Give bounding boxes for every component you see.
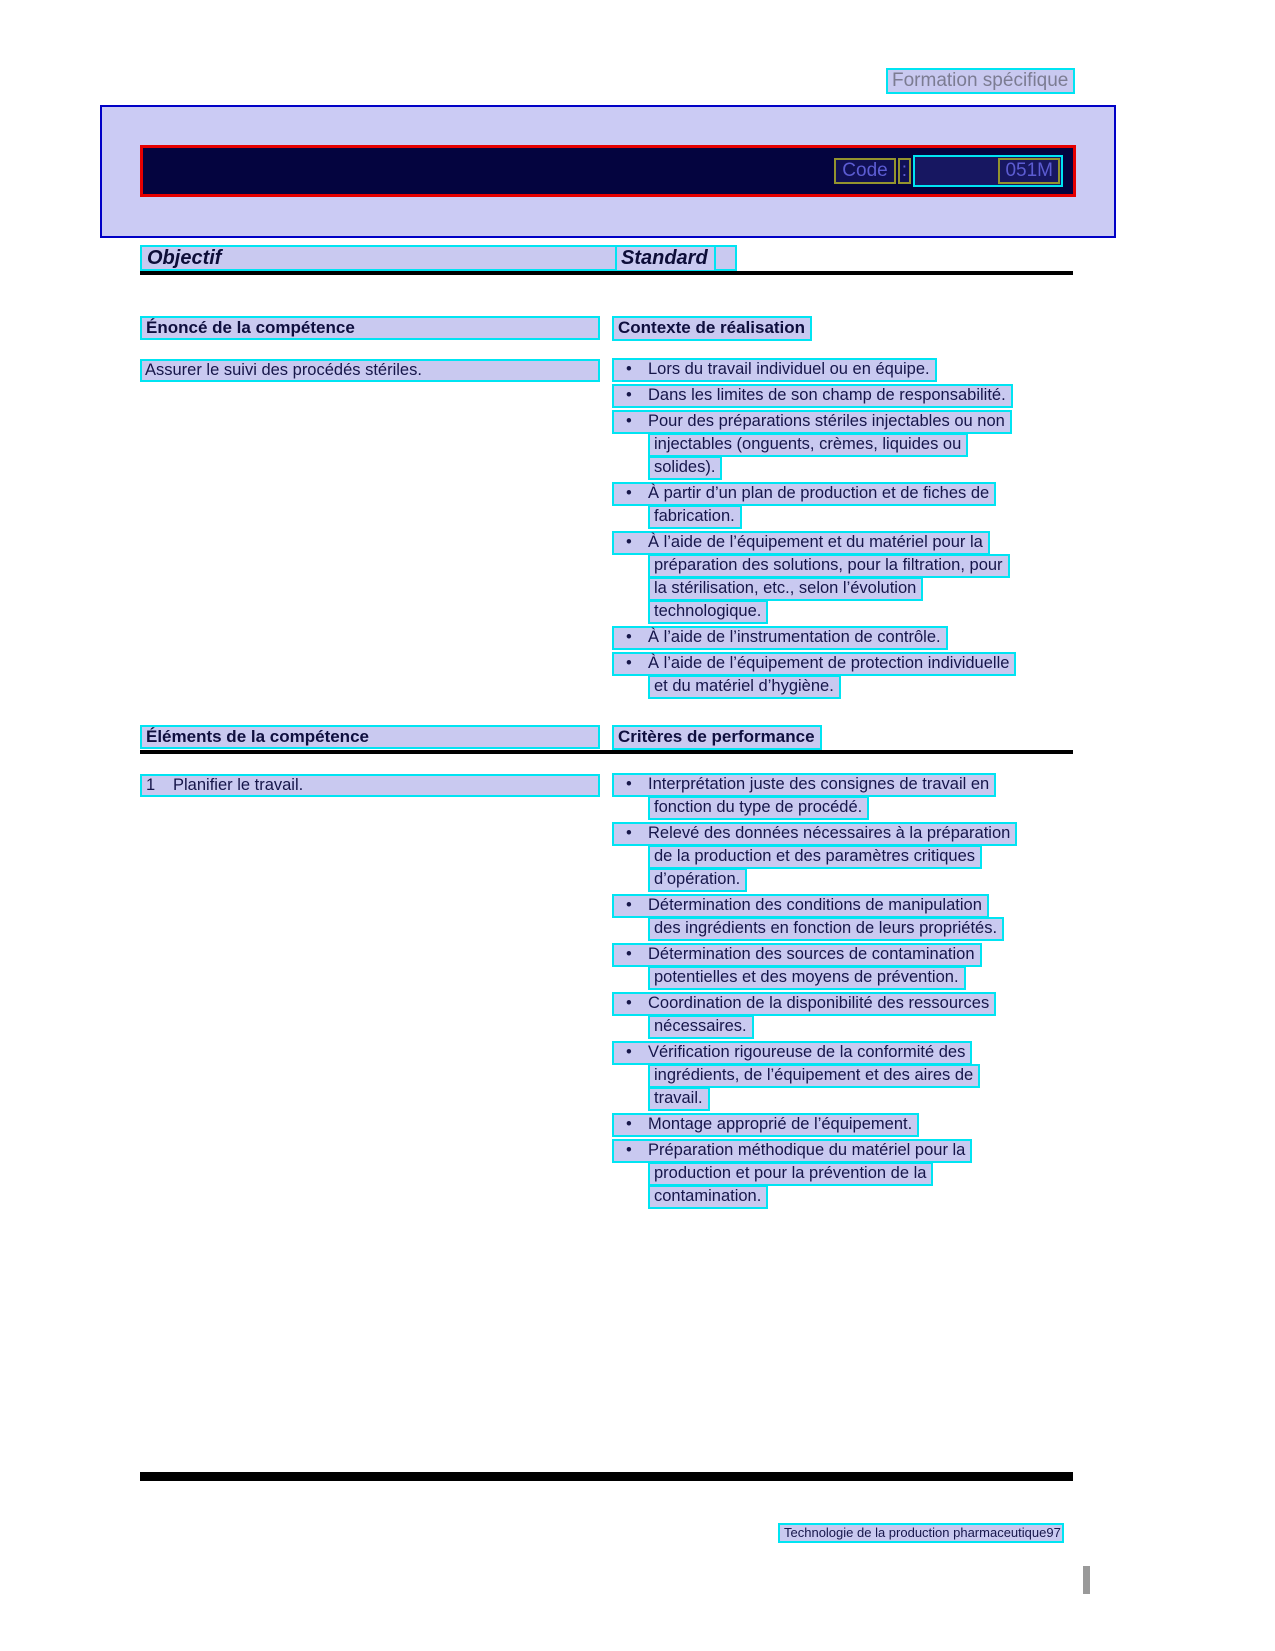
list-item: • À l’aide de l’instrumentation de contrôle.: [612, 626, 1092, 649]
bullet-icon: •: [626, 896, 632, 914]
bullet-icon: •: [626, 824, 632, 842]
list-item: • Interprétation juste des consignes de travail en fonction du type de procédé.: [612, 773, 1092, 819]
bullet-icon: •: [626, 775, 632, 793]
standard-label: Standard: [615, 245, 716, 272]
criteres-header-cell: [612, 725, 822, 749]
cursor-bar: [1083, 1566, 1090, 1594]
list-item: • Relevé des données nécessaires à la préparation de la production et des paramètres critiques d’opération.: [612, 822, 1092, 891]
contexte-bullet-list: [612, 358, 1092, 701]
list-item: • Détermination des conditions de manipulation des ingrédients en fonction de leurs propriétés.: [612, 894, 1092, 940]
elements-header-label: Éléments de la compétence: [146, 727, 369, 746]
competence-header-label: Énoncé de la compétence: [146, 318, 355, 337]
horizontal-rule: [140, 750, 1073, 754]
list-item: • Montage approprié de l’équipement.: [612, 1113, 1092, 1136]
list-item: • À partir d’un plan de production et de fiches de fabrication.: [612, 482, 1092, 528]
horizontal-rule: [140, 271, 1073, 275]
bullet-icon: •: [626, 386, 632, 404]
header-panel: [100, 105, 1116, 238]
list-item: • Vérification rigoureuse de la conformité des ingrédients, de l’équipement et des aires de travail.: [612, 1041, 1092, 1110]
competence-header-cell: [140, 316, 600, 340]
criteres-bullet-list: [612, 773, 1092, 1211]
list-item: • Dans les limites de son champ de responsabilité.: [612, 384, 1092, 407]
bullet-icon: •: [626, 484, 632, 502]
list-item: • À l’aide de l’équipement de protection individuelle et du matériel d’hygiène.: [612, 652, 1092, 698]
bullet-icon: •: [626, 1043, 632, 1061]
footer-text-box: [778, 1523, 1064, 1543]
bullet-icon: •: [626, 1141, 632, 1159]
code-value-box: [913, 155, 1063, 187]
element-item: [140, 774, 600, 797]
bullet-icon: •: [626, 360, 632, 378]
contexte-header-label: Contexte de réalisation: [612, 316, 812, 341]
bullet-icon: •: [626, 1115, 632, 1133]
bullet-icon: •: [626, 533, 632, 551]
competence-statement: Assurer le suivi des procédés stériles.: [140, 359, 600, 382]
title-bar: [140, 145, 1076, 197]
list-item: • Lors du travail individuel ou en équipe.: [612, 358, 1092, 381]
code-value: 051M: [998, 158, 1060, 184]
bullet-icon: •: [626, 945, 632, 963]
list-item: • Préparation méthodique du matériel pour la production et pour la prévention de la contamination.: [612, 1139, 1092, 1208]
list-item: • Pour des préparations stériles injectables ou non injectables (onguents, crèmes, liquides ou solides).: [612, 410, 1092, 479]
bullet-icon: •: [626, 628, 632, 646]
list-item: • Détermination des sources de contamination potentielles et des moyens de prévention.: [612, 943, 1092, 989]
bullet-icon: •: [626, 412, 632, 430]
criteres-header-label: Critères de performance: [612, 725, 822, 750]
footer: [778, 1523, 1064, 1543]
element-item-number: 1: [146, 776, 156, 794]
footer-title: Technologie de la production pharmaceutique: [784, 1525, 1047, 1540]
page-number: 97: [1046, 1525, 1061, 1540]
objective-standard-band: [140, 245, 737, 271]
running-head-label: Formation spécifique: [886, 68, 1075, 94]
list-item: • Coordination de la disponibilité des ressources nécessaires.: [612, 992, 1092, 1038]
objective-label: Objectif: [147, 247, 222, 269]
element-item-text: Planifier le travail.: [173, 776, 304, 794]
code-label: Code: [834, 158, 895, 184]
bullet-icon: •: [626, 654, 632, 672]
contexte-header-cell: [612, 316, 812, 340]
elements-header-cell: [140, 725, 600, 749]
footer-rule: [140, 1472, 1073, 1481]
running-head: [886, 68, 1075, 94]
list-item: • À l’aide de l’équipement et du matériel pour la préparation des solutions, pour la filtration, pour la stérilisation, etc., selon l’évolution technologique.: [612, 531, 1092, 623]
bullet-icon: •: [626, 994, 632, 1012]
code-colon: :: [898, 158, 911, 184]
